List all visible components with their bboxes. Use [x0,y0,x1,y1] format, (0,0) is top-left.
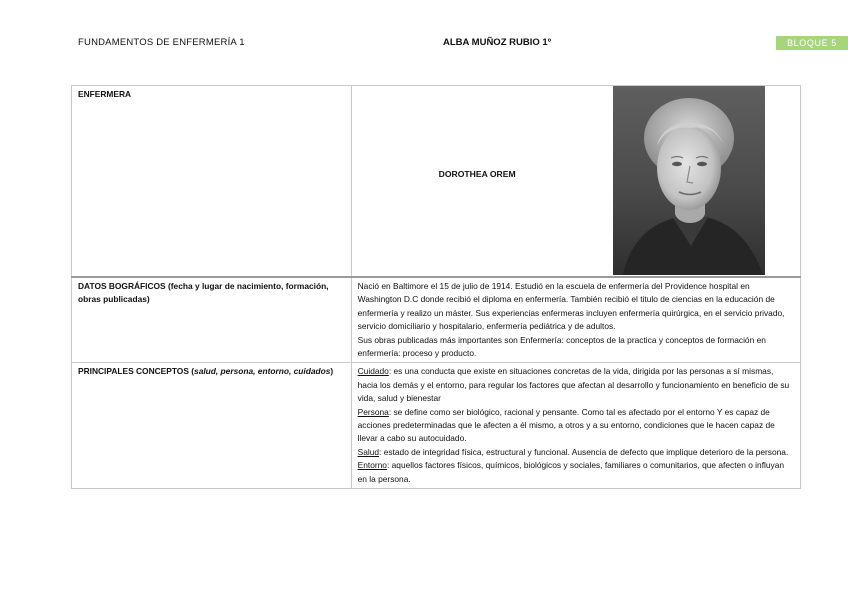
concept-text: : se define como ser biológico, racional y pensante. Como tal es afectado por el entorno Y es capaz de acciones predeterminadas que le afecten a él mismo, a otros y a su entorno, condiciones que le hacen capaz de llevar a cabo su autocuidado. [357,406,775,444]
author-name: ALBA MUÑOZ RUBIO 1º [443,37,552,48]
course-title: FUNDAMENTOS DE ENFERMERÍA 1 [78,37,245,48]
nurse-label-cell [72,86,352,278]
table-row-concepts [72,363,801,489]
bio-text-1: Nació en Baltimore el 15 de julio de 1914. Estudió en la escuela de enfermería del Providence hospital en Washington D.C donde recibió el diploma en enfermería. También recibió el titulo de ciencias en la educación de enfermería y realizo un máster. Sus experiencias enfermeras incluyen enfermería quirúrgica, en el servicio privado, servicio domiciliario y hospitalario, enfermería pediátrica y de adultos. [357,281,785,332]
bio-value-cell [351,277,800,363]
page-header [0,37,848,51]
concept-text: : es una conducta que existe en situaciones concretas de la vida, dirigida por las personas a sí mismas, hacia los demás y el entorno, para regular los factores que afectan al desarrollo y funcionamiento en beneficio de su vida, salud y bienestar [357,366,790,404]
concepts-label-italic: salud, persona, entorno, cuidados [194,366,331,377]
nurse-name: DOROTHEA OREM [438,169,516,179]
bio-text-2: Sus obras publicadas más importantes son Enfermería: conceptos de la practica y conceptos de formación en enfermería: proceso y producto. [357,334,766,359]
concepts-label-cell [72,363,352,489]
nurse-value-cell [351,86,800,278]
table-row-nurse [72,86,801,278]
nurse-portrait-photo [613,86,765,275]
nurse-label: ENFERMERA [78,89,132,99]
table-row-bio [72,277,801,363]
nurse-profile-table [71,85,801,489]
concept-term: Salud [357,446,380,457]
concept-term: Entorno [357,460,387,471]
concept-term: Persona [357,406,389,417]
concept-persona [358,406,794,446]
concepts-label-bold: PRINCIPALES CONCEPTOS ( [78,366,195,377]
concept-text: : aquellos factores físicos, químicos, biológicos y sociales, familiares o comunitarios, que afecten o influyan en la persona. [357,460,785,484]
block-badge: BLOQUE 5 [776,36,848,50]
concepts-value-cell [351,363,800,489]
concept-entorno [358,459,794,486]
concept-term: Cuidado [357,366,389,377]
bio-label-cell [72,277,352,363]
bio-label-bold: DATOS BOGRÁFICOS [78,281,166,291]
concept-text: : estado de integridad física, estructural y funcional. Ausencia de defecto que implique deterioro de la persona. [379,446,789,457]
concept-cuidado [358,365,794,405]
concepts-label-close: ) [330,366,334,377]
bio-label-rest: (fecha y lugar de nacimiento, formación, obras publicadas) [78,281,329,305]
concept-salud [358,446,794,459]
